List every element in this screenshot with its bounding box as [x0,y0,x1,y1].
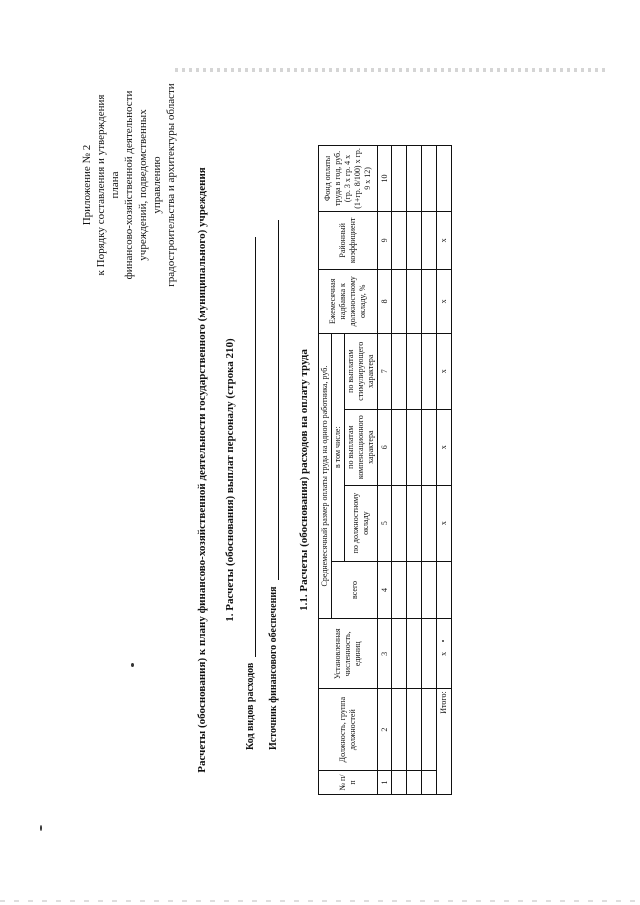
column-number-row [378,146,392,795]
table-cell [422,619,437,689]
appendix-line: финансово-хозяйственной деятельности [123,90,135,280]
header-position: Должность, группа должностей [319,689,378,771]
table-cell [392,485,407,561]
total-cell [437,561,452,619]
table-cell [392,689,407,771]
column-number: 7 [378,333,392,409]
table-cell [407,561,422,619]
header-total: всего [332,561,378,619]
column-number: 8 [378,269,392,333]
column-number: 6 [378,409,392,485]
table-cell [392,561,407,619]
total-row [437,146,452,795]
header-monthly-bonus: Ежемесячная надбавка к должностному окладу, % [319,269,378,333]
table-cell [392,409,407,485]
header-avg-salary: Среднемесячный размер оплаты труда на одного работника, руб. [319,333,332,619]
total-cell: х [437,211,452,269]
table-cell [407,689,422,771]
funding-source-label: Источник финансового обеспечения [268,586,279,750]
table-row [392,146,407,795]
header-incentive: по выплатам стимулирующего характера [345,333,378,409]
table-cell [407,619,422,689]
appendix-line: к Порядку составления и утверждения плана [95,94,121,276]
table-cell [392,619,407,689]
total-cell: х [437,269,452,333]
total-cell: х [437,485,452,561]
header-staff: Установленная численность, единиц [319,619,378,689]
column-number: 10 [378,146,392,212]
table-cell [422,333,437,409]
header-by-salary: по должностному окладу [345,485,378,561]
rotated-page [0,80,640,880]
expense-code-label: Код видов расходов [245,662,256,750]
scan-artifact-line [175,68,605,72]
appendix-line: градостроительства и архитектуры области [165,83,177,287]
table-cell [407,146,422,212]
appendix-line: учреждений, подведомственных управлению [137,109,163,261]
table-row [422,146,437,795]
table-cell [422,269,437,333]
header-regional-coef: Районный коэффициент [319,211,378,269]
table-cell [422,146,437,212]
table-cell [407,333,422,409]
table-cell [407,269,422,333]
table-cell [422,561,437,619]
document-title: Расчеты (обоснования) к плану финансово-хозяйственной деятельности государственного (муниципального) учреждения [196,167,208,773]
header-annual-fund: Фонд оплаты труда в год, руб. (гр. 3 х гр. 4 х (1+гр. 8/100) х гр. 9 х 12) [319,146,378,212]
table-cell [407,211,422,269]
total-cell: х [437,409,452,485]
total-cell: х [437,619,452,689]
appendix-block [80,80,178,290]
funding-source-field [268,220,279,750]
table-cell [422,485,437,561]
table-row [407,146,422,795]
header-incl: в том числе: [332,333,345,561]
column-number: 3 [378,619,392,689]
table-cell [392,771,407,795]
table-cell [422,409,437,485]
scan-artifact-footer [0,900,640,902]
total-label: Итого: [437,689,452,795]
funding-source-line [268,220,279,580]
header-row [319,146,332,795]
table-cell [422,689,437,771]
expense-code-line [245,237,256,657]
table-cell [407,409,422,485]
table-cell [407,485,422,561]
column-number: 5 [378,485,392,561]
section-title: 1. Расчеты (обоснования) выплат персоналу (строка 210) [224,338,236,622]
total-cell [437,146,452,212]
table-cell [392,146,407,212]
header-num: № п/п [319,771,378,795]
expense-code-field [245,237,256,750]
table-cell [422,211,437,269]
appendix-line: Приложение № 2 [81,144,93,226]
column-number: 1 [378,771,392,795]
table-cell [392,211,407,269]
payroll-table [318,145,452,795]
table-cell [422,771,437,795]
column-number: 2 [378,689,392,771]
total-cell: х [437,333,452,409]
table-cell [392,333,407,409]
column-number: 9 [378,211,392,269]
table-cell [392,269,407,333]
header-compensation: по выплатам компенсационного характера [345,409,378,485]
subsection-title: 1.1. Расчеты (обоснования) расходов на оплату труда [298,349,310,611]
column-number: 4 [378,561,392,619]
table-cell [407,771,422,795]
